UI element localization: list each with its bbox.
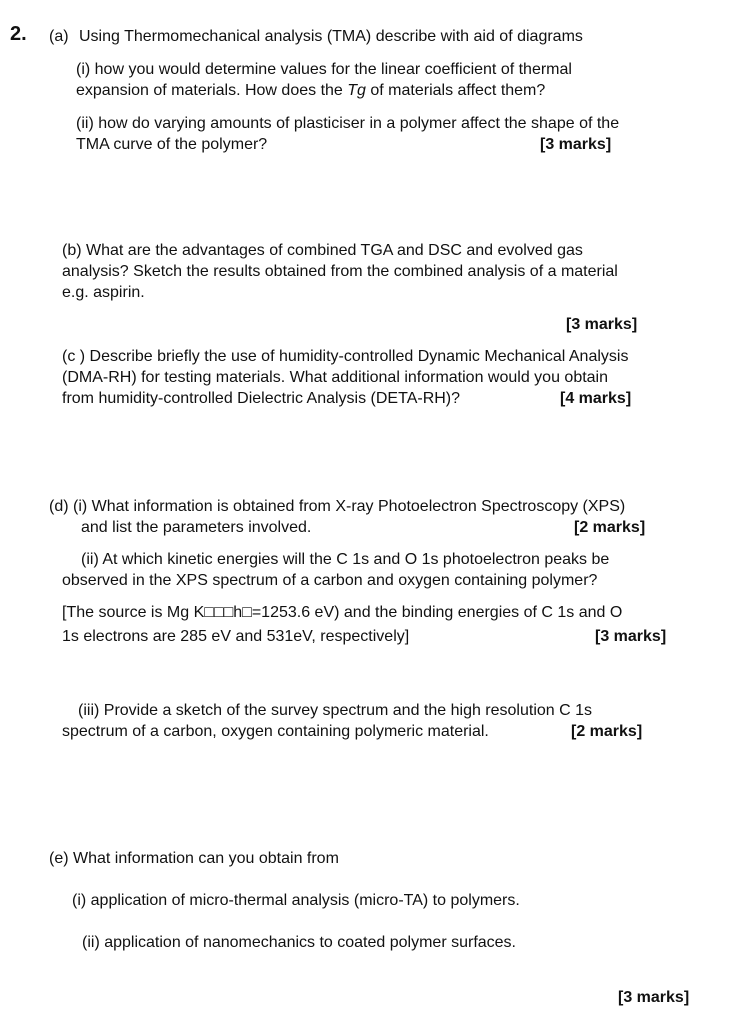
part-d-iii-line1: (iii) Provide a sketch of the survey spectrum and the high resolution C 1s — [78, 702, 593, 719]
part-d-i-line1: (d) (i) What information is obtained from X-ray Photoelectron Spectroscopy (XPS) — [49, 498, 626, 515]
part-d-ii-line2: observed in the XPS spectrum of a carbon and oxygen containing polymer? — [62, 572, 598, 589]
part-b-line2: analysis? Sketch the results obtained from the combined analysis of a material — [62, 263, 618, 280]
part-d-iii-line2: spectrum of a carbon, oxygen containing polymeric material. — [62, 723, 489, 740]
part-c-line3: from humidity-controlled Dielectric Analysis (DETA-RH)? — [62, 390, 461, 407]
part-e-i: (i) application of micro-thermal analysis (micro-TA) to polymers. — [72, 892, 520, 909]
part-d-ii-line4: 1s electrons are 285 eV and 531eV, respectively] — [62, 628, 410, 645]
part-e-ii: (ii) application of nanomechanics to coated polymer surfaces. — [82, 934, 516, 951]
part-b-marks: [3 marks] — [566, 316, 638, 333]
part-d-iii-marks: [2 marks] — [571, 723, 643, 740]
part-a-label: (a) — [49, 28, 69, 45]
part-d-ii-line3: [The source is Mg K□□□h□=1253.6 eV) and the binding energies of C 1s and O — [62, 604, 623, 621]
part-e-marks: [3 marks] — [618, 989, 690, 1006]
part-e-intro: (e) What information can you obtain from — [49, 850, 339, 867]
part-b-line1: (b) What are the advantages of combined TGA and DSC and evolved gas — [62, 242, 583, 259]
part-b-line3: e.g. aspirin. — [62, 284, 145, 301]
part-a-ii-line1: (ii) how do varying amounts of plasticiser in a polymer affect the shape of the — [76, 115, 620, 132]
part-d-i-line2: and list the parameters involved. — [81, 519, 312, 536]
part-a-i-line2-prefix: expansion of materials. How does the — [76, 82, 348, 99]
part-a-marks: [3 marks] — [540, 136, 612, 153]
part-a-i-line2-suffix: of materials affect them? — [365, 82, 546, 99]
part-c-line1: (c ) Describe briefly the use of humidity-controlled Dynamic Mechanical Analysis — [62, 348, 629, 365]
part-d-ii-line1: (ii) At which kinetic energies will the C 1s and O 1s photoelectron peaks be — [81, 551, 610, 568]
part-a-ii-line2: TMA curve of the polymer? — [76, 136, 268, 153]
part-d-i-marks: [2 marks] — [574, 519, 646, 536]
part-c-marks: [4 marks] — [560, 390, 632, 407]
tg-symbol: Tg — [347, 82, 366, 99]
part-a-i-line2 — [76, 80, 545, 101]
part-c-line2: (DMA-RH) for testing materials. What additional information would you obtain — [62, 369, 609, 386]
part-d-ii-marks: [3 marks] — [595, 628, 667, 645]
question-number: 2. — [10, 23, 27, 45]
part-a-intro: Using Thermomechanical analysis (TMA) describe with aid of diagrams — [79, 28, 583, 45]
part-a-i-line1: (i) how you would determine values for the linear coefficient of thermal — [76, 61, 572, 78]
